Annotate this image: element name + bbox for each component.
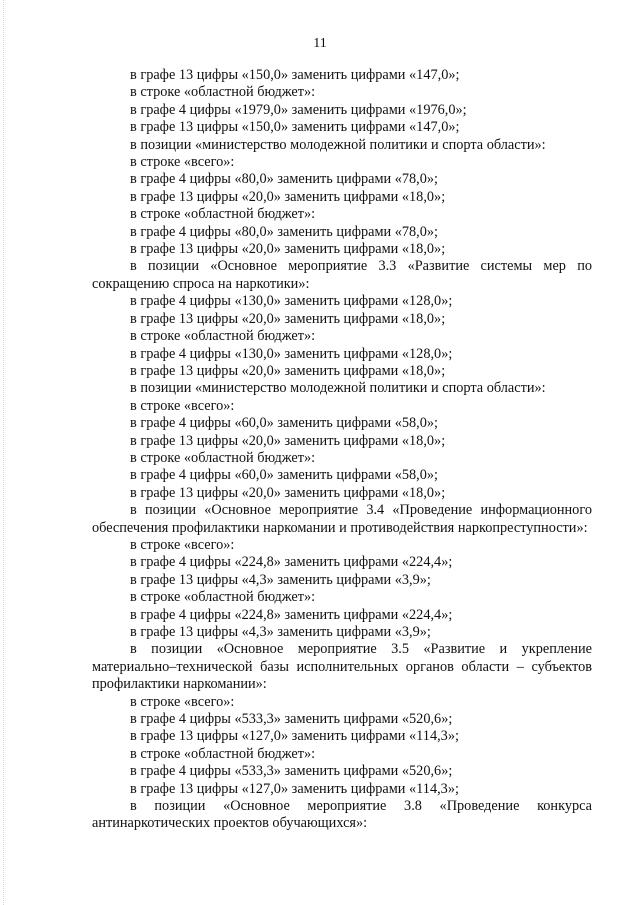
paragraph: в графе 4 цифры «1979,0» заменить цифрами «1976,0»; [130, 101, 467, 118]
paragraph: в строке «областной бюджет»: [130, 745, 316, 762]
paragraph: в позиции «Основное мероприятие 3.3 «Развитие системы мер по сокращению спроса на наркотики»: [92, 258, 592, 292]
paragraph: в графе 4 цифры «224,8» заменить цифрами «224,4»; [130, 554, 453, 571]
paragraph: в графе 13 цифры «20,0» заменить цифрами «18,0»; [130, 362, 446, 379]
paragraph: в строке «областной бюджет»: [130, 449, 316, 466]
paragraph: в позиции «Основное мероприятие 3.4 «Проведение информационного обеспечения профилактики наркомании и противодействия наркопреступности»: [92, 502, 592, 536]
paragraph: в графе 4 цифры «60,0» заменить цифрами «58,0»; [130, 415, 439, 432]
paragraph: в графе 4 цифры «80,0» заменить цифрами «78,0»; [130, 171, 439, 188]
paragraph: в графе 13 цифры «127,0» заменить цифрами «114,3»; [130, 780, 459, 797]
paragraph: в позиции «Основное мероприятие 3.5 «Развитие и укрепление материально–технической базы исполнительных органов области – субъектов профилактики наркомании»: [92, 641, 592, 693]
paragraph: в графе 4 цифры «130,0» заменить цифрами «128,0»; [130, 345, 453, 362]
paragraph: в позиции «министерство молодежной политики и спорта области»: [130, 380, 546, 397]
scan-edge-artifact [3, 0, 4, 905]
paragraph: в строке «областной бюджет»: [130, 206, 316, 223]
page-number: 11 [313, 36, 327, 51]
paragraph: в строке «всего»: [130, 397, 235, 414]
paragraph: в строке «областной бюджет»: [130, 84, 316, 101]
paragraph: в строке «областной бюджет»: [130, 328, 316, 345]
paragraph: в графе 13 цифры «127,0» заменить цифрами «114,3»; [130, 728, 459, 745]
paragraph: в графе 4 цифры «130,0» заменить цифрами «128,0»; [130, 293, 453, 310]
document-body [92, 67, 592, 833]
paragraph: в графе 13 цифры «20,0» заменить цифрами «18,0»; [130, 310, 446, 327]
paragraph: в графе 13 цифры «20,0» заменить цифрами «18,0»; [130, 484, 446, 501]
paragraph: в графе 4 цифры «224,8» заменить цифрами «224,4»; [130, 606, 453, 623]
paragraph: в строке «всего»: [130, 154, 235, 171]
paragraph: в позиции «Основное мероприятие 3.8 «Проведение конкурса антинаркотических проектов обучающихся»: [92, 798, 592, 832]
paragraph: в графе 13 цифры «20,0» заменить цифрами «18,0»; [130, 241, 446, 258]
paragraph: в строке «областной бюджет»: [130, 589, 316, 606]
paragraph: в графе 4 цифры «533,3» заменить цифрами «520,6»; [130, 711, 453, 728]
paragraph: в графе 13 цифры «150,0» заменить цифрами «147,0»; [130, 119, 460, 136]
paragraph: в графе 13 цифры «4,3» заменить цифрами «3,9»; [130, 571, 431, 588]
paragraph: в графе 4 цифры «60,0» заменить цифрами «58,0»; [130, 467, 439, 484]
paragraph: в графе 13 цифры «4,3» заменить цифрами «3,9»; [130, 624, 431, 640]
paragraph: в графе 13 цифры «150,0» заменить цифрами «147,0»; [130, 67, 460, 83]
paragraph: в позиции «министерство молодежной политики и спорта области»: [130, 136, 546, 153]
paragraph: в строке «всего»: [130, 536, 235, 553]
paragraph: в строке «всего»: [130, 693, 235, 710]
paragraph: в графе 4 цифры «80,0» заменить цифрами «78,0»; [130, 223, 439, 240]
paragraph: в графе 13 цифры «20,0» заменить цифрами «18,0»; [130, 432, 446, 449]
paragraph: в графе 13 цифры «20,0» заменить цифрами «18,0»; [130, 188, 446, 205]
paragraph: в графе 4 цифры «533,3» заменить цифрами «520,6»; [130, 763, 453, 780]
